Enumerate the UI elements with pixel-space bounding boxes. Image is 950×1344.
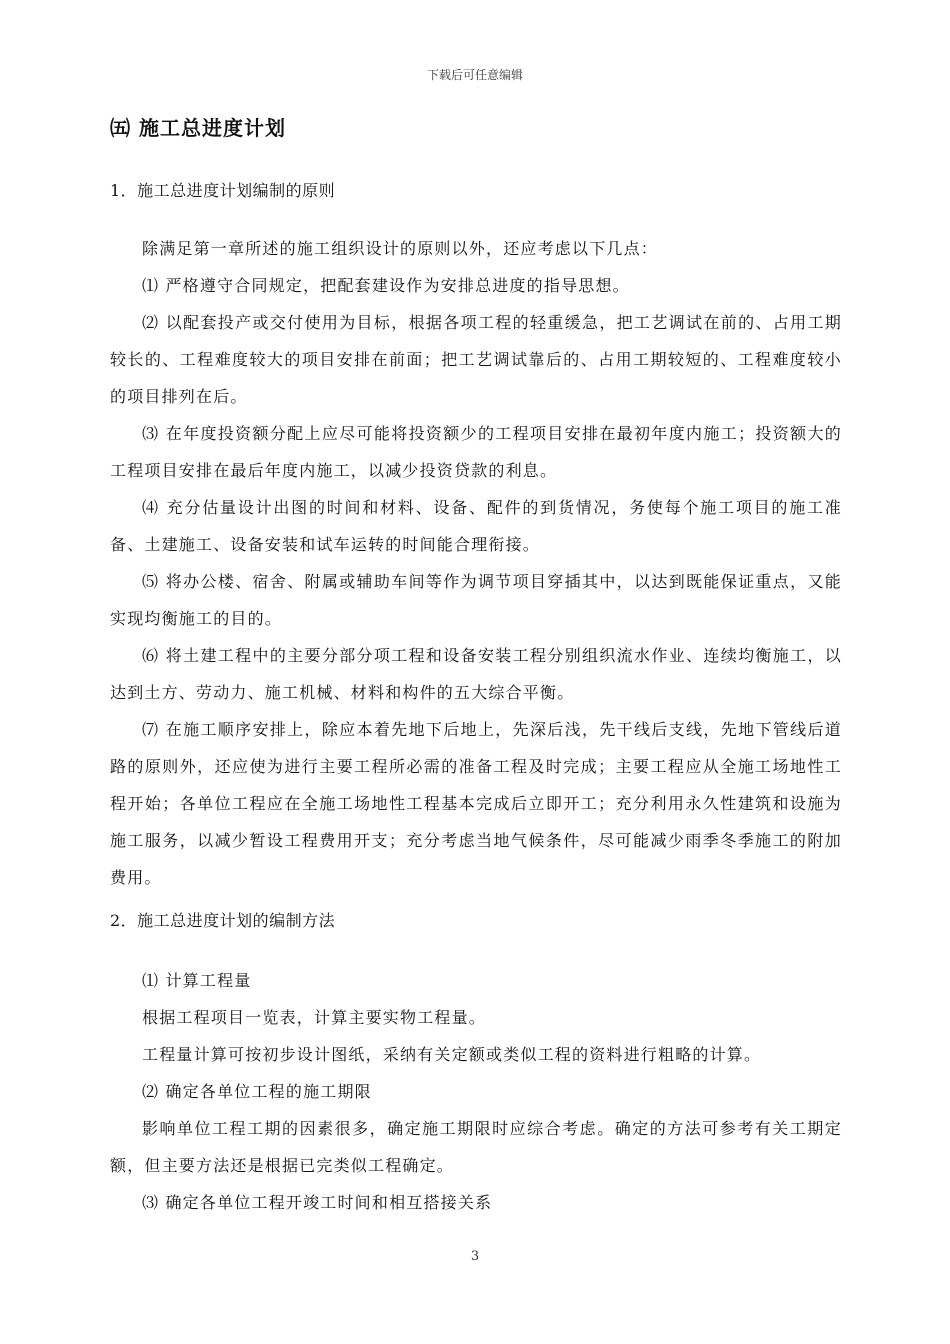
principles-intro: 除满足第一章所述的施工组织设计的原则以外，还应考虑以下几点： [142,239,659,258]
principle-item: ⑵ 以配套投产或交付使用为目标，根据各项工程的轻重缓急，把工艺调试在前的、占用工期较长的、工程难度较大的项目安排在前面；把工艺调试靠后的、占用工期较短的、工程难度较小的项目排列在后。 [110,313,842,406]
principle-item: ⑶ 在年度投资额分配上应尽可能将投资额少的工程项目安排在最初年度内施工；投资额大的工程项目安排在最后年度内施工，以减少投资贷款的利息。 [110,424,842,480]
method-text: 影响单位工程工期的因素很多，确定施工期限时应综合考虑。确定的方法可参考有关工期定额，但主要方法还是根据已完类似工程确定。 [110,1119,842,1175]
method-text: 工程量计算可按初步设计图纸，采纳有关定额或类似工程的资料进行粗略的计算。 [142,1045,762,1064]
principle-item: ⑺ 在施工顺序安排上，除应本着先地下后地上，先深后浅，先干线后支线，先地下管线后道路的原则外，还应使为进行主要工程所必需的准备工程及时完成；主要工程应从全施工场地性工程开始；各单位工程应在全施工场地性工程基本完成后立即开工；充分利用永久性建筑和设施为施工服务，以减少暂设工程费用开支；充分考虑当地气候条件，尽可能减少雨季冬季施工的附加费用。 [110,720,842,887]
principle-item: ⑸ 将办公楼、宿舍、附属或辅助车间等作为调节项目穿插其中，以达到既能保证重点，又能实现均衡施工的目的。 [110,572,842,628]
principle-item: ⑷ 充分估量设计出图的时间和材料、设备、配件的到货情况，务使每个施工项目的施工准备、土建施工、设备安装和试车运转的时间能合理衔接。 [110,498,842,554]
method-text: 根据工程项目一览表，计算主要实物工程量。 [142,1008,487,1027]
page-number: 3 [470,1249,480,1264]
principle-item: ⑴ 严格遵守合同规定，把配套建设作为安排总进度的指导思想。 [142,276,630,295]
page-header: 下载后可任意编辑 [426,68,523,82]
section-title: ㈤ 施工总进度计划 [110,116,286,140]
subheading-principles: 1．施工总进度计划编制的原则 [110,181,336,200]
method-heading: ⑵ 确定各单位工程的施工期限 [142,1082,372,1101]
principle-item: ⑹ 将土建工程中的主要分部分项工程和设备安装工程分别组织流水作业、连续均衡施工，以达到土方、劳动力、施工机械、材料和构件的五大综合平衡。 [110,646,842,702]
principles-body [110,230,842,896]
method-heading: ⑶ 确定各单位工程开竣工时间和相互搭接关系 [142,1193,493,1212]
methods-body [110,962,842,1221]
subheading-methods: 2．施工总进度计划的编制方法 [110,911,336,930]
method-heading: ⑴ 计算工程量 [142,971,252,990]
